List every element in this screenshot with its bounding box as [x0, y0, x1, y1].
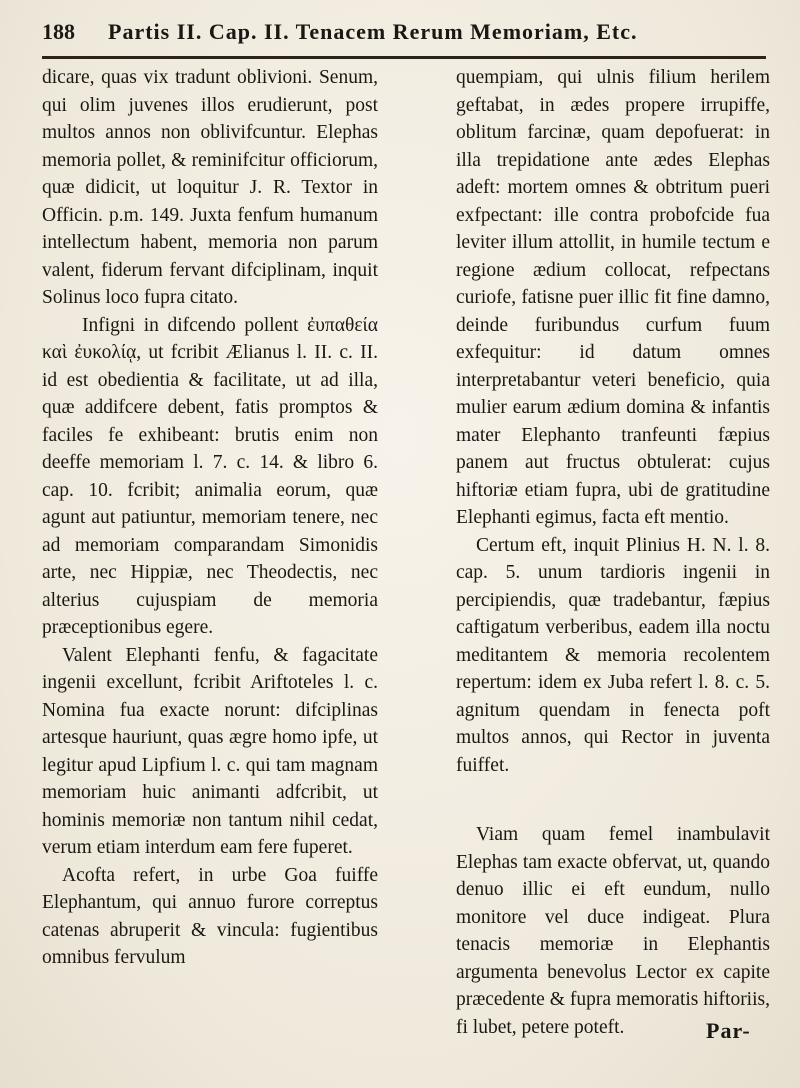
- paragraph: Viam quam femel inambulavit Elephas tam exacte obfervat, ut, quando denuo illic ei eft eundum, nullo monitore vel duce indigeat. Plura tenacis memoriæ in Elephantis argumenta benevolus Lector ex capite præcedente & fupra memoratis hiftoriis, fi lubet, petere poteft.: [456, 824, 770, 1038]
- paragraph: quempiam, qui ulnis filium herilem geftabat, in ædes propere irrupiffe, oblitum farcinæ, quam depofuerat: in illa trepidatione ante ædes Elephas adeft: mortem omnes & obtritum pueri exfpectant: ille contra probofcide fua leviter illum attollit, in humile tectum e regione ædium collocat, refpectans curiofe, fatisne puer illic fit fine damno, deinde furibundus curfum fuum exfequitur: id datum omnes interpretabantur veteri beneficio, quia mulier earum ædium domina & infantis mater Elephanto tranfeunti fæpius panem aut fructus obtulerat: cujus hiftoriæ etiam fupra, ubi de gratitudine Elephanti egimus, facta eft mentio.: [456, 67, 770, 528]
- page-header: [42, 10, 762, 54]
- paragraph: dicare, quas vix tradunt oblivioni. Senum, qui olim juvenes illos erudierunt, post multos annos non oblivifcuntur. Elephas memoria pollet, & reminifcitur officiorum, quæ didicit, ut loquitur J. R. Textor in Officin. p.m. 149. Juxta fenfum humanum intellectum habent, memoria non parum valent, fiderum fervant difciplinam, inquit Solinus loco fupra citato.: [42, 67, 378, 308]
- paragraph-gap: [456, 779, 770, 821]
- paragraph: Valent Elephanti fenfu, & fagacitate ingenii excellunt, fcribit Ariftoteles l. c. Nomina fua exacte norunt: difciplinas artesque hauriunt, quas ægre homo ipfe, ut legitur apud Lipfium l. c. qui tam magnam memoriam huic animanti adfcribit, ut hominis memoriæ non tantum nihil cedat, verum etiam interdum eam fere fuperet.: [42, 644, 378, 858]
- catchword: Par-: [706, 1018, 751, 1043]
- page-number: 188: [42, 19, 75, 44]
- running-title: Partis II. Cap. II. Tenacem Rerum Memoriam, Etc.: [108, 19, 638, 44]
- right-column: [456, 64, 770, 1041]
- paragraph: Infigni in difcendo pollent ἐυπαθεία καὶ ἐυκολίᾳ, ut fcribit Ælianus l. II. c. II. id est obedientia & facilitate, ut ad illa, quæ addifcere debent, fatis promptos & faciles fe exhibeant: brutis enim non deeffe memoriam l. 7. c. 14. & libro 6. cap. 10. fcribit; animalia eorum, quæ agunt aut patiuntur, memoriam tenere, nec ad memoriam comparandam Simonidis arte, nec Hippiæ, nec Theodectis, nec alterius cujuspiam de memoria præceptionibus egere.: [42, 314, 378, 638]
- paragraph: Certum eft, inquit Plinius H. N. l. 8. cap. 5. unum tardioris ingenii in percipiendis, quæ tradebantur, fæpius caftigatum verberibus, eadem illa noctu meditantem & memoria recolentem repertum: idem ex Juba refert l. 8. c. 5. agnitum quendam in fenecta poft multos annos, qui Rector in juventa fuiffet.: [456, 534, 770, 776]
- left-column: [42, 64, 378, 972]
- header-rule: [42, 56, 766, 59]
- paragraph: Acofta refert, in urbe Goa fuiffe Elephantum, qui annuo furore correptus catenas abruperit & vincula: fugientibus omnibus fervulum: [42, 864, 378, 968]
